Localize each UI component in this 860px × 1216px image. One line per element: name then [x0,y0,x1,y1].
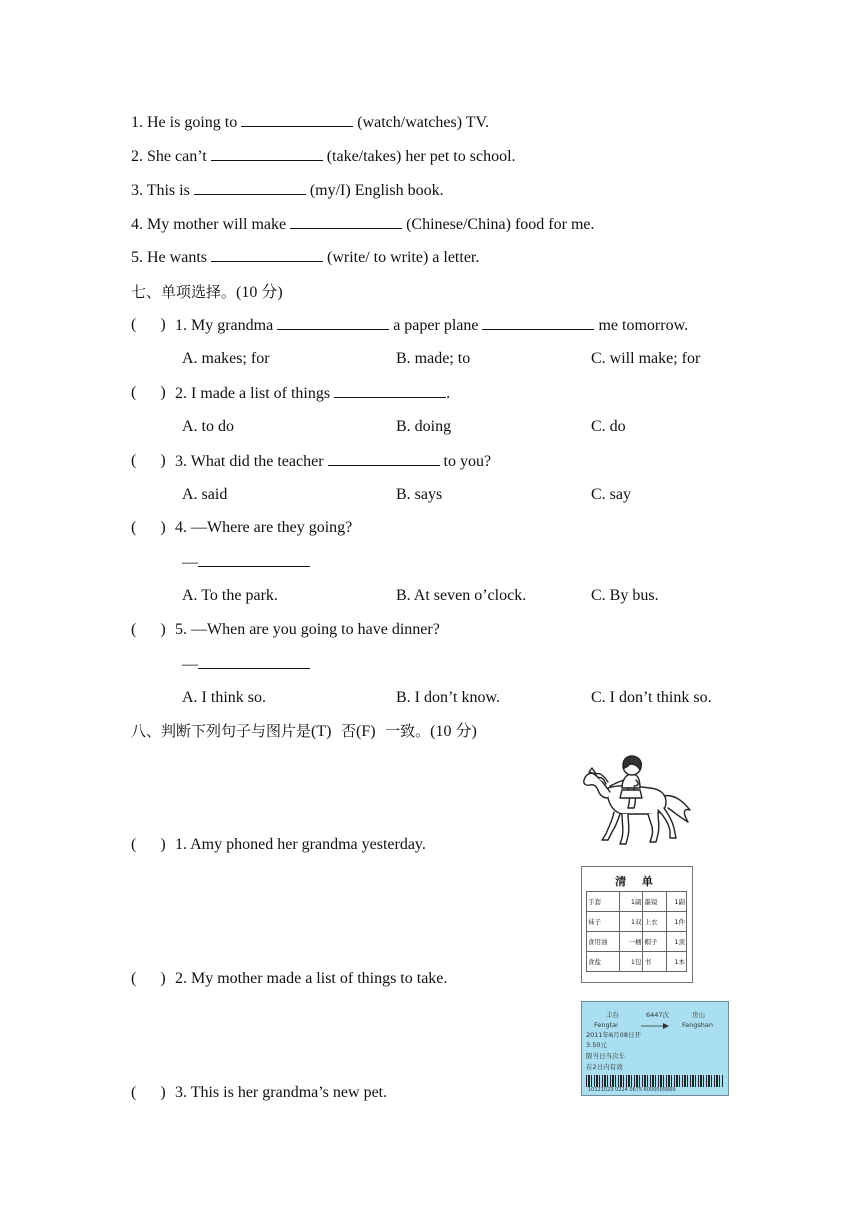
statement-3: 3. This is her grandma’s new pet. [175,1084,388,1101]
ticket-rule-2: 在2日内有效 [586,1063,623,1071]
option-a[interactable]: A. To the park. [182,587,278,604]
section-score: (10 分) [236,284,283,301]
answer-blank[interactable] [277,315,389,330]
ticket-rule-1: 限当日当次车 [586,1052,625,1060]
shopping-list-picture [581,866,693,983]
answer-paren[interactable]: ( ) [131,836,166,853]
list-row [587,912,687,932]
answer-blank[interactable] [290,214,402,229]
answer-paren[interactable]: ( ) [131,316,166,333]
list-item: 墨镜 [643,892,666,912]
fill-item-text: (Chinese/China) food for me. [402,216,595,233]
section-7-heading [131,282,283,303]
list-item: 书 [643,952,666,972]
answer-paren[interactable]: ( ) [131,452,166,469]
list-title: 清 单 [615,875,659,888]
answer-blank[interactable] [194,180,306,195]
list-qty: 1双 [620,912,643,932]
question-text: 3. What did the teacher [175,453,328,470]
ticket-price: 3.50元 [586,1041,607,1049]
ticket-arrow-icon [640,1022,670,1030]
fill-item-text: (watch/watches) TV. [353,114,490,131]
option-a[interactable]: A. makes; for [182,350,270,367]
dash: — [182,656,198,673]
list-qty: 1副 [620,892,643,912]
list-item: 上衣 [643,912,666,932]
option-b[interactable]: B. At seven o’clock. [396,587,527,604]
ticket-to-cn: 房山 [692,1011,705,1019]
option-c[interactable]: C. By bus. [591,587,659,604]
section-8-heading [131,721,477,742]
statement-2: 2. My mother made a list of things to take. [175,970,448,987]
option-b[interactable]: B. doing [396,418,452,435]
list-item: 食盐 [587,952,620,972]
ticket-from-cn: 丰台 [606,1011,619,1019]
girl-riding-horse-picture [578,752,696,848]
dialog-answer-line [182,654,310,675]
section-score: (10 分) [430,723,477,740]
fill-item-text: 5. He wants [131,249,211,266]
answer-blank[interactable] [198,552,310,567]
fill-item-text: 4. My mother will make [131,216,291,233]
list-qty: 1包 [620,952,643,972]
list-qty: 1副 [666,892,686,912]
section-title-mid: 否 [341,722,357,740]
question-text: a paper plane [389,317,483,334]
option-b[interactable]: B. I don’t know. [396,689,500,706]
list-qty: 1件 [666,912,686,932]
fill-item-text: (my/I) English book. [305,182,444,199]
option-a[interactable]: A. to do [182,418,234,435]
answer-blank[interactable] [241,112,353,127]
true-mark: (T) [311,723,332,740]
option-c[interactable]: C. I don’t think so. [591,689,712,706]
ticket-serial: 10121023 0224 0675 6000005669 [588,1087,676,1093]
section-title: 七、单项选择。 [131,283,237,301]
list-qty: 一桶 [620,932,643,952]
fill-item-3 [131,180,444,201]
ticket-to-en: Fangshan [682,1021,713,1029]
dash: — [182,554,198,571]
list-item: 食用油 [587,932,620,952]
answer-blank[interactable] [482,315,594,330]
answer-blank[interactable] [198,654,310,669]
option-c[interactable]: C. say [591,486,631,503]
fill-item-4 [131,214,595,235]
question-text: me tomorrow. [594,317,689,334]
question-text: 2. I made a list of things [175,385,335,402]
answer-paren[interactable]: ( ) [131,384,166,401]
fill-item-text: 2. She can’t [131,148,211,165]
answer-blank[interactable] [211,146,323,161]
section-title: 八、判断下列句子与图片是 [131,722,312,740]
ticket-from-en: Fengtai [594,1021,618,1029]
fill-item-2 [131,146,516,167]
fill-item-text: 1. He is going to [131,114,242,131]
ticket-train-number: 6447次 [646,1011,670,1019]
dialog-answer-line [182,552,310,573]
barcode-icon [586,1075,724,1087]
list-row [587,892,687,912]
list-table [586,891,687,972]
question-1 [175,315,688,336]
section-title-tail: 一致。 [385,722,431,740]
answer-blank[interactable] [328,451,440,466]
fill-item-text: 3. This is [131,182,194,199]
question-3 [175,451,491,472]
list-qty: 1本 [666,952,686,972]
list-item: 帽子 [643,932,666,952]
answer-paren[interactable]: ( ) [131,519,166,536]
answer-paren[interactable]: ( ) [131,970,166,987]
answer-paren[interactable]: ( ) [131,1084,166,1101]
answer-blank[interactable] [211,247,323,262]
list-row [587,952,687,972]
question-5: 5. —When are you going to have dinner? [175,621,440,638]
option-a[interactable]: A. said [182,486,228,503]
list-row [587,932,687,952]
question-text: . [446,385,451,402]
fill-item-1 [131,112,489,133]
question-4: 4. —Where are they going? [175,519,353,536]
fill-item-5 [131,247,479,268]
train-ticket-picture [581,1001,729,1096]
option-c[interactable]: C. will make; for [591,350,701,367]
question-text: 1. My grandma [175,317,278,334]
false-mark: (F) [356,723,376,740]
option-b[interactable]: B. made; to [396,350,471,367]
list-item: 袜子 [587,912,620,932]
list-qty: 1顶 [666,932,686,952]
question-text: to you? [439,453,492,470]
option-a[interactable]: A. I think so. [182,689,266,706]
statement-1: 1. Amy phoned her grandma yesterday. [175,836,426,853]
fill-item-text: (write/ to write) a letter. [322,249,480,266]
list-item: 手套 [587,892,620,912]
question-2 [175,383,450,404]
fill-item-text: (take/takes) her pet to school. [322,148,516,165]
answer-blank[interactable] [334,383,446,398]
option-c[interactable]: C. do [591,418,626,435]
option-b[interactable]: B. says [396,486,443,503]
ticket-date: 2011年6月08日开 [586,1031,641,1039]
answer-paren[interactable]: ( ) [131,621,166,638]
